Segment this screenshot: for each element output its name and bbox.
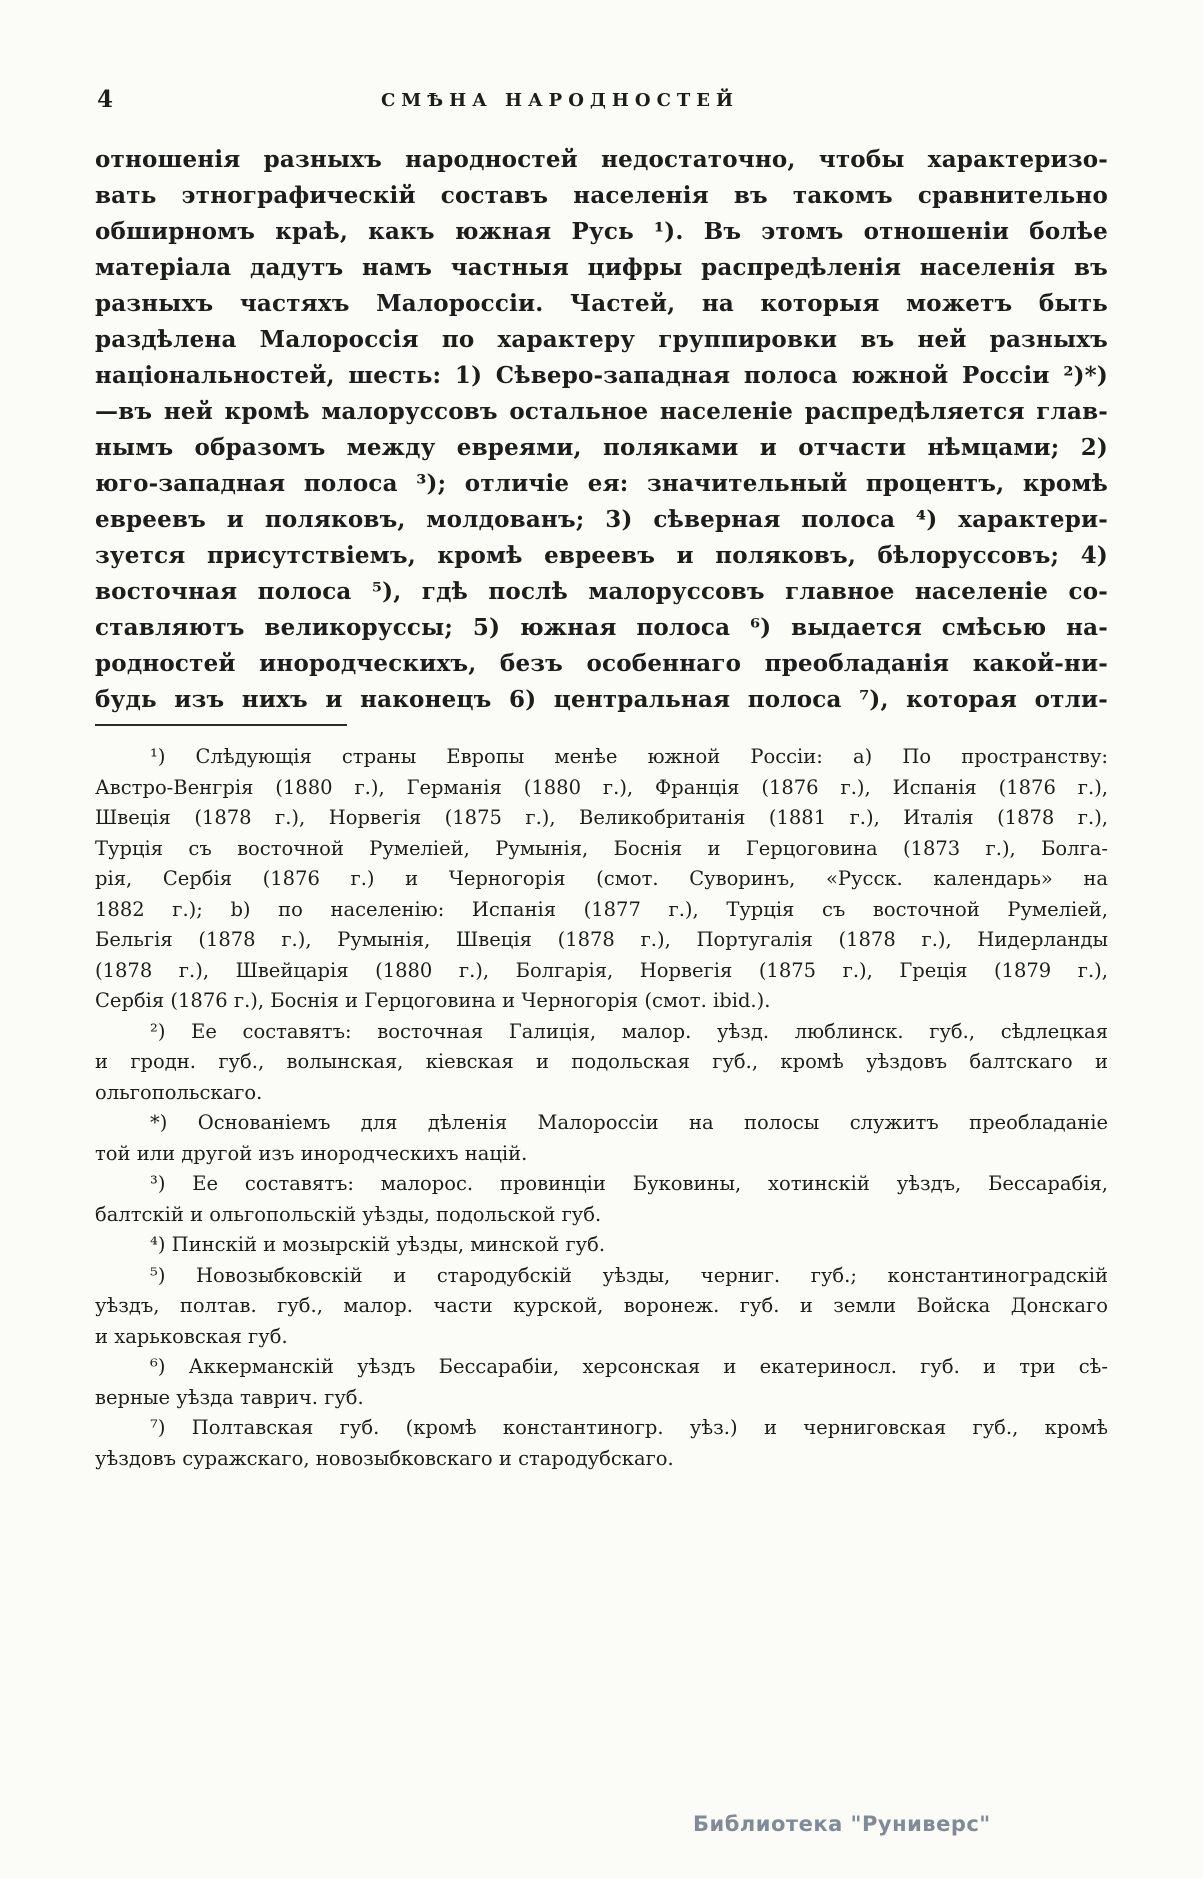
footnote-line: той или другой изъ инородческихъ націй.: [95, 1141, 528, 1165]
body-text-line: евреевъ и поляковъ, молдованъ; 3) сѣверная полоса ⁴) характери-: [95, 506, 1108, 533]
footnote-4: [95, 1230, 1108, 1261]
footnote-line: ⁵) Новозыбковскій и стародубскій уѣзды, черниг. губ.; константиноградскій: [150, 1263, 1108, 1287]
footnote-line: ²) Ее составятъ: восточная Галиція, малор. уѣзд. люблинск. губ., сѣдлецкая: [150, 1019, 1108, 1043]
footnote-line: *) Основаніемъ для дѣленія Малороссіи на полосы служитъ преобладаніе: [150, 1111, 1108, 1134]
library-watermark: Библиотека "Руниверс": [693, 1812, 991, 1836]
body-text-line: зуется присутствіемъ, кромѣ евреевъ и поляковъ, бѣлоруссовъ; 4): [95, 542, 1108, 569]
footnote-3: [95, 1169, 1108, 1230]
body-text-line: ставляютъ великоруссы; 5) южная полоса ⁶) выдается смѣсью на-: [95, 614, 1108, 641]
footnote-line: и гродн. губ., волынская, кіевская и подольская губ., кромѣ уѣздовъ балтскаго и: [95, 1050, 1108, 1073]
footnote-5: [95, 1261, 1108, 1353]
footnote-line: уѣздъ, полтав. губ., малор. части курской, воронеж. губ. и земли Войска Донскаго: [95, 1294, 1108, 1317]
footnote-line: (1878 г.), Швейцарія (1880 г.), Болгарія, Норвегія (1875 г.), Греція (1879 г.),: [95, 958, 1108, 982]
footnote-separator-rule: [95, 724, 347, 726]
footnote-6: [95, 1352, 1108, 1413]
footnote-line: и харьковская губ.: [95, 1324, 288, 1348]
footnote-7: [95, 1413, 1108, 1474]
body-text-line: раздѣлена Малороссія по характеру группировки въ ней разныхъ: [95, 326, 1108, 353]
running-header-title: СМѢНА НАРОДНОСТЕЙ: [380, 90, 740, 111]
footnote-line: Бельгія (1878 г.), Румынія, Швеція (1878 г.), Португалія (1878 г.), Нидерланды: [95, 928, 1108, 951]
footnote-line: ³) Ее составятъ: малорос. провинціи Буковины, хотинскій уѣздъ, Бессарабія,: [150, 1172, 1108, 1195]
footnote-line: ⁴) Пинскій и мозырскій уѣзды, минской губ.: [150, 1233, 606, 1256]
footnote-2: [95, 1017, 1108, 1109]
footnote-line: балтскій и ольгопольскій уѣзды, подольской губ.: [95, 1202, 602, 1226]
page-number: 4: [97, 86, 114, 113]
body-text-line: матеріала дадутъ намъ частныя цифры распредѣленія населенія въ: [95, 254, 1108, 281]
body-text-line: обширномъ краѣ, какъ южная Русь ¹). Въ этомъ отношеніи болѣе: [95, 218, 1108, 245]
footnote-line: ольгопольскаго.: [95, 1080, 263, 1104]
footnote-line: верные уѣзда таврич. губ.: [95, 1385, 364, 1409]
body-text-line: нымъ образомъ между евреями, поляками и отчасти нѣмцами; 2): [95, 434, 1108, 461]
body-text-line: восточная полоса ⁵), гдѣ послѣ малоруссовъ главное населеніе со-: [95, 578, 1108, 605]
body-text-line: отношенія разныхъ народностей недостаточно, чтобы характеризо-: [95, 146, 1108, 173]
main-text-block: [95, 142, 1108, 718]
body-text-line: будь изъ нихъ и наконецъ 6) центральная полоса ⁷), которая отли-: [95, 686, 1108, 713]
footnote-star: [95, 1108, 1108, 1169]
footnote-line: ⁷) Полтавская губ. (кромѣ константиногр. уѣз.) и черниговская губ., кромѣ: [150, 1416, 1108, 1439]
footnote-line: ¹) Слѣдующія страны Европы менѣе южной Россіи: а) По пространству:: [150, 745, 1108, 768]
footnotes-section: [95, 742, 1108, 1474]
footnote-line: Швеція (1878 г.), Норвегія (1875 г.), Великобританія (1881 г.), Италія (1878 г.),: [95, 806, 1108, 829]
footnote-line: уѣздовъ суражскаго, новозыбковскаго и стародубскаго.: [95, 1446, 674, 1470]
body-text-line: національностей, шесть: 1) Сѣверо-западная полоса южной Россіи ²)*): [95, 362, 1108, 389]
footnote-line: 1882 г.); b) по населенію: Испанія (1877 г.), Турція съ восточной Румеліей,: [95, 897, 1108, 921]
body-text-line: —въ ней кромѣ малоруссовъ остальное населеніе распредѣляется глав-: [95, 398, 1108, 425]
footnote-1: [95, 742, 1108, 1017]
footnote-line: Турція съ восточной Румеліей, Румынія, Боснія и Герцоговина (1873 г.), Болга-: [95, 836, 1108, 860]
footnote-line: Австро-Венгрія (1880 г.), Германія (1880 г.), Франція (1876 г.), Испанія (1876 г.),: [95, 775, 1108, 799]
body-text-line: вать этнографическій составъ населенія въ такомъ сравнительно: [95, 182, 1108, 209]
body-text-line: разныхъ частяхъ Малороссіи. Частей, на которыя можетъ быть: [95, 290, 1108, 317]
body-text-line: юго-западная полоса ³); отличіе ея: значительный процентъ, кромѣ: [95, 470, 1108, 497]
footnote-line: ⁶) Аккерманскій уѣздъ Бессарабіи, херсонская и екатериносл. губ. и три сѣ-: [150, 1355, 1108, 1378]
body-text-line: родностей инородческихъ, безъ особеннаго преобладанія какой-ни-: [95, 650, 1108, 677]
footnote-line: рія, Сербія (1876 г.) и Черногорія (смот. Суворинъ, «Русск. календарь» на: [95, 867, 1108, 890]
footnote-line: Сербія (1876 г.), Боснія и Герцоговина и Черногорія (смот. ibid.).: [95, 989, 771, 1012]
